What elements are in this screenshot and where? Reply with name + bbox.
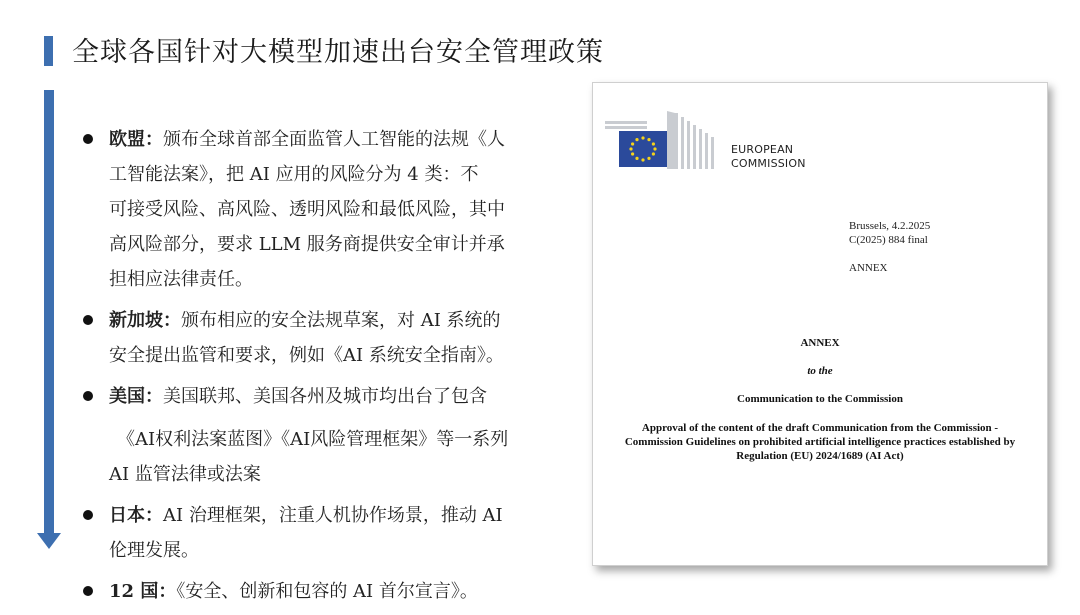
policy-line: 担相应法律责任。 xyxy=(109,269,253,290)
eu-document-image xyxy=(592,82,1048,566)
policy-line: 可接受风险、高风险、透明风险和最低风险，其中 xyxy=(109,199,505,220)
european-commission-logo xyxy=(605,109,717,171)
annex-heading: ANNEX xyxy=(800,337,840,349)
policy-line: 《AI权利法案蓝图》《AI风险管理框架》等一系列 xyxy=(117,429,509,450)
policy-region: 欧盟： xyxy=(109,129,163,150)
policy-line: 美国：美国联邦、美国各州及城市均出台了包含 xyxy=(109,386,487,407)
policy-item-japan xyxy=(82,498,562,568)
document-metadata xyxy=(849,219,930,275)
policy-line: 日本：AI 治理框架，注重人机协作场景，推动 AI xyxy=(109,505,503,526)
policy-line: 新加坡：颁布相应的安全法规草案，对 AI 系统的 xyxy=(109,310,501,331)
policy-line: 伦理发展。 xyxy=(109,540,199,561)
policy-region: 12 国： xyxy=(109,581,177,602)
policy-line: 工智能法案》，把 AI 应用的风险分为 4 类：不 xyxy=(109,164,479,185)
policy-item-12-countries xyxy=(82,574,562,609)
communication-title: Communication to the Commission xyxy=(737,393,903,405)
place-date: Brussels, 4.2.2025 xyxy=(849,220,931,232)
policy-region: 新加坡： xyxy=(109,310,181,331)
to-the-label: to the xyxy=(807,365,833,377)
policy-region: 美国： xyxy=(109,386,163,407)
bullet-dot xyxy=(83,586,93,596)
policy-line: 欧盟：颁布全球首部全面监管人工智能的法规《人 xyxy=(109,129,505,150)
bullet-dot xyxy=(83,315,93,325)
policy-line: AI 监管法律或法案 xyxy=(109,464,261,485)
policy-line: 安全提出监管和要求，例如《AI 系统安全指南》。 xyxy=(109,345,504,366)
policy-list xyxy=(82,122,562,615)
page-title: 全球各国针对大模型加速出台安全管理政策 xyxy=(72,37,604,68)
timeline-arrow-line xyxy=(44,90,54,535)
bullet-dot xyxy=(83,134,93,144)
policy-item-eu xyxy=(82,122,562,297)
title-accent-bar xyxy=(44,36,53,66)
policy-line: 高风险部分，要求 LLM 服务商提供安全审计并承 xyxy=(109,234,505,255)
policy-item-usa xyxy=(82,379,562,492)
timeline-arrow-head xyxy=(37,533,61,549)
policy-region: 日本： xyxy=(109,505,163,526)
policy-line: 12 国：《安全、创新和包容的 AI 首尔宣言》。 xyxy=(109,581,478,602)
bullet-dot xyxy=(83,510,93,520)
annex-label: ANNEX xyxy=(849,262,888,274)
eu-flag xyxy=(619,131,667,167)
approval-text: Approval of the content of the draft Communication from the Commission - Commission Guidelines on prohibited artificial intelligence practices established by Regulation (EU) 2024/1689 (AI Act) xyxy=(624,422,1016,462)
bullet-dot xyxy=(83,391,93,401)
org-name: EUROPEAN COMMISSION xyxy=(731,143,806,170)
document-reference: C(2025) 884 final xyxy=(849,234,928,246)
policy-item-singapore xyxy=(82,303,562,373)
document-body xyxy=(593,337,1047,463)
